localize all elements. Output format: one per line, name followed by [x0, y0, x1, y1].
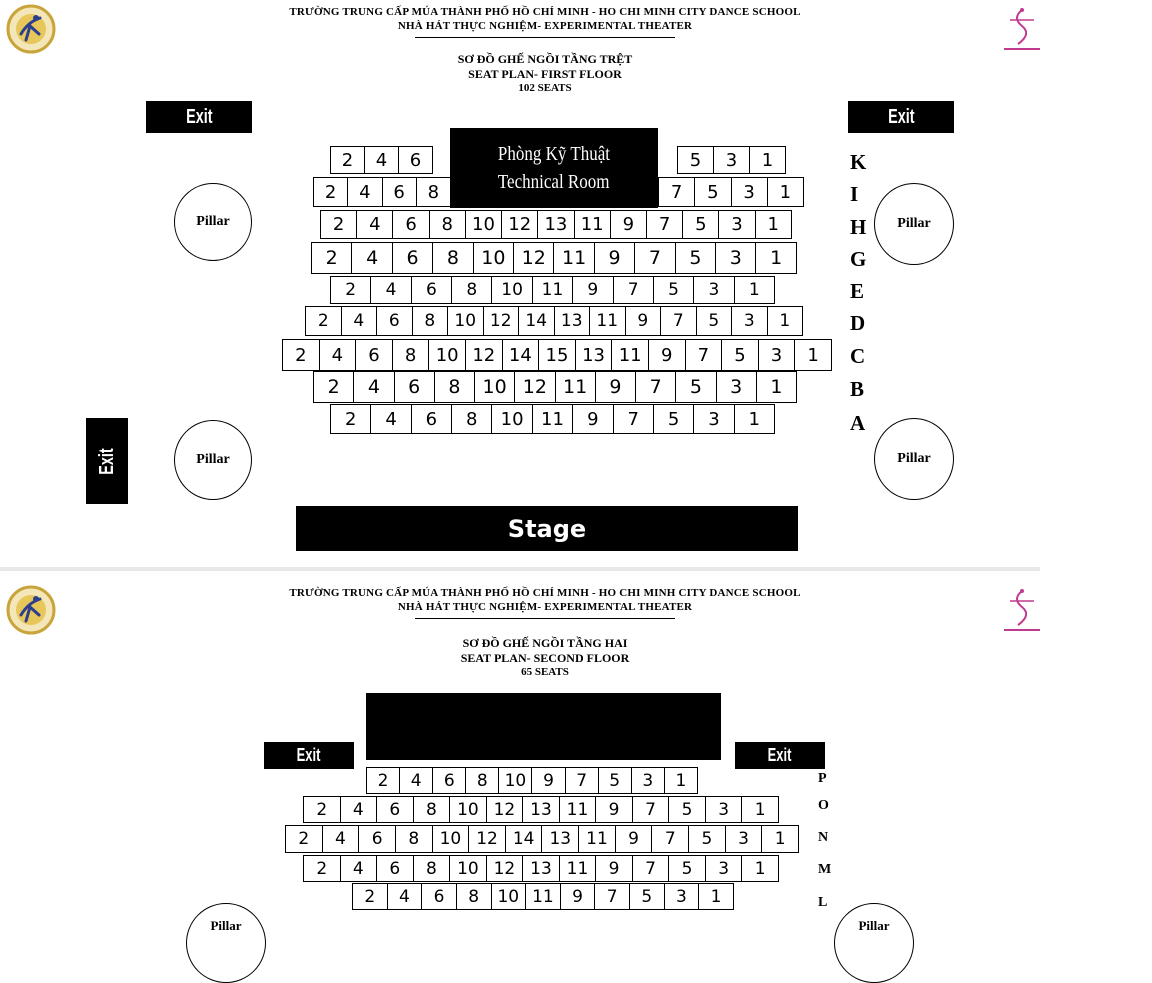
seat[interactable]: 8 [413, 796, 451, 823]
seat[interactable]: 7 [613, 404, 654, 434]
seat[interactable]: 13 [541, 825, 579, 853]
seat[interactable]: 4 [319, 339, 357, 371]
seat[interactable]: 3 [731, 306, 768, 336]
row-label: O [818, 798, 829, 813]
seat[interactable]: 9 [595, 855, 633, 882]
seat[interactable]: 8 [416, 177, 451, 207]
seat[interactable]: 13 [537, 210, 574, 239]
seat[interactable]: 6 [392, 242, 433, 274]
seat[interactable]: 12 [501, 210, 538, 239]
seat[interactable]: 5 [688, 825, 726, 853]
row-label: N [818, 830, 829, 845]
floor1-header [200, 6, 890, 41]
seat[interactable]: 7 [635, 371, 676, 403]
seat[interactable]: 5 [598, 767, 632, 794]
seat[interactable]: 8 [413, 855, 451, 882]
pillar-bottom-right: Pillar [834, 903, 914, 983]
seat[interactable]: 2 [285, 825, 323, 853]
row-g [311, 242, 797, 274]
seat[interactable]: 4 [340, 855, 378, 882]
pillar-top-left: Pillar [174, 183, 252, 261]
stage [296, 506, 798, 551]
row-o [303, 796, 779, 823]
seat[interactable]: 10 [447, 306, 484, 336]
seat[interactable]: 1 [741, 855, 779, 882]
seat[interactable]: 5 [677, 146, 714, 174]
seat[interactable]: 9 [615, 825, 653, 853]
exit-label: Exit [297, 745, 321, 765]
seat[interactable]: 4 [322, 825, 360, 853]
seat[interactable]: 11 [532, 276, 573, 304]
seat[interactable]: 2 [313, 177, 348, 207]
seat[interactable]: 11 [559, 855, 597, 882]
seat[interactable]: 9 [560, 883, 596, 910]
header-rule [415, 37, 675, 38]
row-label: G [850, 247, 867, 271]
seat[interactable]: 1 [741, 796, 779, 823]
theater-logo-icon [1000, 585, 1044, 635]
seat[interactable]: 6 [392, 210, 429, 239]
seat[interactable]: 13 [522, 855, 560, 882]
seat[interactable]: 4 [351, 242, 392, 274]
stage-label: Stage [507, 514, 587, 543]
row-label: E [850, 279, 865, 303]
seat[interactable]: 6 [376, 796, 414, 823]
seat[interactable]: 4 [370, 276, 411, 304]
pillar-bottom-left: Pillar [174, 420, 252, 500]
seat[interactable]: 9 [572, 276, 613, 304]
seat[interactable]: 4 [347, 177, 382, 207]
seat[interactable]: 12 [514, 371, 555, 403]
seat[interactable]: 12 [486, 796, 524, 823]
seat[interactable]: 3 [693, 276, 734, 304]
seat[interactable]: 10 [428, 339, 466, 371]
seat[interactable]: 4 [370, 404, 411, 434]
seat[interactable]: 9 [625, 306, 662, 336]
theater-name: NHÀ HÁT THỰC NGHIỆM- EXPERIMENTAL THEATER [397, 600, 693, 613]
seat[interactable]: 10 [491, 276, 532, 304]
seat[interactable]: 8 [432, 242, 473, 274]
seat[interactable]: 4 [341, 306, 378, 336]
seat[interactable]: 5 [653, 276, 694, 304]
row-i-left [313, 177, 451, 207]
row-k-left [330, 146, 433, 174]
seat[interactable]: 10 [491, 883, 527, 910]
seat[interactable]: 8 [451, 404, 492, 434]
seat-count: 102 SEATS [518, 82, 572, 94]
exit-label: Exit [887, 105, 915, 128]
exit-right [735, 742, 825, 769]
floor1-title [345, 52, 745, 96]
seat[interactable]: 4 [399, 767, 433, 794]
seat[interactable]: 5 [696, 306, 733, 336]
seat[interactable]: 6 [376, 855, 414, 882]
exit-label: Exit [768, 745, 792, 765]
seat[interactable]: 2 [303, 855, 341, 882]
seat[interactable]: 1 [749, 146, 786, 174]
seat[interactable]: 3 [705, 855, 743, 882]
balcony-block [366, 693, 721, 760]
title-vi: SƠ ĐỒ GHẾ NGỒI TẦNG TRỆT [457, 52, 633, 66]
seat[interactable]: 2 [282, 339, 320, 371]
seat[interactable]: 5 [653, 404, 694, 434]
seat[interactable]: 14 [518, 306, 555, 336]
seat[interactable]: 7 [632, 855, 670, 882]
technical-room [450, 128, 658, 208]
row-e [330, 276, 775, 304]
seat[interactable]: 9 [531, 767, 565, 794]
seat[interactable]: 2 [330, 404, 371, 434]
row-label: K [850, 150, 867, 174]
title-en: SEAT PLAN- FIRST FLOOR [468, 67, 622, 81]
pillar-bottom-left: Pillar [186, 903, 266, 983]
seat[interactable]: 3 [693, 404, 734, 434]
seat[interactable]: 1 [794, 339, 832, 371]
seat[interactable]: 3 [731, 177, 768, 207]
seat[interactable]: 4 [356, 210, 393, 239]
seat[interactable]: 9 [610, 210, 647, 239]
seat[interactable]: 2 [311, 242, 352, 274]
seat[interactable]: 9 [595, 371, 636, 403]
seat[interactable]: 2 [303, 796, 341, 823]
seat[interactable]: 1 [755, 210, 792, 239]
exit-left [264, 742, 354, 769]
seat[interactable]: 8 [465, 767, 499, 794]
dance-school-logo-icon [6, 585, 56, 635]
seat[interactable]: 14 [502, 339, 540, 371]
seat[interactable]: 5 [675, 242, 716, 274]
seat[interactable]: 7 [634, 242, 675, 274]
seat[interactable]: 6 [398, 146, 433, 174]
row-label: P [818, 771, 827, 786]
seat[interactable]: 10 [498, 767, 532, 794]
row-label: I [850, 182, 859, 206]
seat[interactable]: 8 [395, 825, 433, 853]
row-label: B [850, 377, 865, 401]
seat-count: 65 SEATS [521, 666, 569, 678]
row-a [330, 404, 775, 434]
seat[interactable]: 13 [554, 306, 591, 336]
page-divider [0, 567, 1040, 571]
seat[interactable]: 13 [575, 339, 613, 371]
title-vi: SƠ ĐỒ GHẾ NGỒI TẦNG HAI [462, 636, 628, 650]
row-n [285, 825, 799, 853]
seat[interactable]: 6 [394, 371, 435, 403]
seat[interactable]: 12 [513, 242, 554, 274]
seat[interactable]: 10 [465, 210, 502, 239]
seat[interactable]: 7 [660, 306, 697, 336]
seat[interactable]: 6 [411, 404, 452, 434]
seat[interactable]: 1 [734, 276, 775, 304]
pillar-top-right: Pillar [874, 183, 954, 265]
floor2-title [345, 636, 745, 680]
seat[interactable]: 11 [555, 371, 596, 403]
seat[interactable]: 10 [432, 825, 470, 853]
seat[interactable]: 4 [387, 883, 423, 910]
seat[interactable]: 11 [611, 339, 649, 371]
seat[interactable]: 9 [648, 339, 686, 371]
exit-label: Exit [185, 105, 213, 128]
seat[interactable]: 2 [313, 371, 354, 403]
seat[interactable]: 9 [595, 796, 633, 823]
seat[interactable]: 14 [505, 825, 543, 853]
seat[interactable]: 1 [767, 306, 804, 336]
seat[interactable]: 9 [594, 242, 635, 274]
seat[interactable]: 5 [675, 371, 716, 403]
row-b [313, 371, 797, 403]
seat[interactable]: 3 [718, 210, 755, 239]
seat[interactable]: 2 [320, 210, 357, 239]
seat[interactable]: 1 [734, 404, 775, 434]
school-name: TRƯỜNG TRUNG CẤP MÚA THÀNH PHỐ HỒ CHÍ MINH - HO CHI MINH CITY DANCE SCHOOL [289, 587, 801, 599]
seat[interactable]: 5 [682, 210, 719, 239]
seat[interactable]: 5 [629, 883, 665, 910]
seat[interactable]: 1 [761, 825, 799, 853]
seat[interactable]: 6 [411, 276, 452, 304]
seat[interactable]: 1 [756, 371, 797, 403]
seat[interactable]: 5 [668, 855, 706, 882]
seat[interactable]: 7 [658, 177, 695, 207]
seat[interactable]: 3 [705, 796, 743, 823]
pillar-bottom-right: Pillar [874, 418, 954, 500]
seat[interactable]: 8 [392, 339, 430, 371]
seat[interactable]: 8 [429, 210, 466, 239]
seat[interactable]: 7 [685, 339, 723, 371]
row-m [303, 855, 779, 882]
technical-room-vi: Phòng Kỹ Thuật [497, 143, 611, 165]
seat[interactable]: 6 [376, 306, 413, 336]
seat[interactable]: 3 [725, 825, 763, 853]
seat[interactable]: 2 [352, 883, 388, 910]
seat[interactable]: 12 [483, 306, 520, 336]
seat[interactable]: 7 [594, 883, 630, 910]
seat[interactable]: 11 [574, 210, 611, 239]
seat[interactable]: 10 [491, 404, 532, 434]
seat[interactable]: 1 [664, 767, 698, 794]
seat[interactable]: 12 [468, 825, 506, 853]
row-label: L [818, 895, 828, 910]
seat[interactable]: 6 [432, 767, 466, 794]
seat[interactable]: 6 [355, 339, 393, 371]
row-label: H [850, 215, 867, 239]
row-c [282, 339, 832, 371]
exit-label: Exit [95, 447, 118, 475]
theater-logo-icon [1000, 4, 1044, 54]
seat[interactable]: 4 [353, 371, 394, 403]
seat[interactable]: 11 [553, 242, 594, 274]
seat[interactable]: 2 [305, 306, 342, 336]
seat[interactable]: 7 [613, 276, 654, 304]
seat[interactable]: 10 [474, 371, 515, 403]
seat[interactable]: 2 [366, 767, 400, 794]
row-l [352, 883, 734, 910]
seat[interactable]: 5 [668, 796, 706, 823]
seat[interactable]: 10 [449, 855, 487, 882]
seat[interactable]: 4 [340, 796, 378, 823]
technical-room-en: Technical Room [498, 171, 610, 193]
seat[interactable]: 1 [698, 883, 734, 910]
seat[interactable]: 1 [755, 242, 796, 274]
theater-name: NHÀ HÁT THỰC NGHIỆM- EXPERIMENTAL THEATER [397, 19, 693, 32]
seat[interactable]: 7 [565, 767, 599, 794]
seat[interactable]: 7 [632, 796, 670, 823]
seat[interactable]: 2 [330, 146, 365, 174]
seat[interactable]: 4 [364, 146, 399, 174]
row-h [320, 210, 792, 239]
exit-side-left [86, 418, 128, 504]
exit-top-right [848, 101, 954, 133]
seat[interactable]: 3 [631, 767, 665, 794]
seat[interactable]: 13 [522, 796, 560, 823]
row-k-right [677, 146, 786, 174]
row-label: A [850, 411, 866, 435]
exit-top-left [146, 101, 252, 133]
seat[interactable]: 5 [694, 177, 731, 207]
seat[interactable]: 9 [572, 404, 613, 434]
row-label: C [850, 344, 866, 368]
seat[interactable]: 11 [532, 404, 573, 434]
row-d [305, 306, 803, 336]
seat[interactable]: 11 [525, 883, 561, 910]
seat[interactable]: 8 [434, 371, 475, 403]
seat[interactable]: 6 [382, 177, 417, 207]
seat[interactable]: 8 [456, 883, 492, 910]
row-i-right [658, 177, 804, 207]
seat[interactable]: 11 [589, 306, 626, 336]
seat[interactable]: 15 [538, 339, 576, 371]
seat[interactable]: 11 [578, 825, 616, 853]
school-name: TRƯỜNG TRUNG CẤP MÚA THÀNH PHỐ HỒ CHÍ MINH - HO CHI MINH CITY DANCE SCHOOL [289, 6, 801, 18]
seat[interactable]: 12 [486, 855, 524, 882]
seat[interactable]: 12 [465, 339, 503, 371]
header-rule [415, 618, 675, 619]
seat[interactable]: 3 [716, 371, 757, 403]
seat[interactable]: 3 [758, 339, 796, 371]
seat[interactable]: 7 [651, 825, 689, 853]
row-p [366, 767, 698, 794]
seat[interactable]: 2 [330, 276, 371, 304]
seat[interactable]: 8 [451, 276, 492, 304]
seat[interactable]: 10 [473, 242, 514, 274]
seat[interactable]: 1 [767, 177, 804, 207]
seat[interactable]: 3 [664, 883, 700, 910]
seat[interactable]: 6 [358, 825, 396, 853]
seat[interactable]: 5 [721, 339, 759, 371]
seat[interactable]: 3 [713, 146, 750, 174]
seat[interactable]: 10 [449, 796, 487, 823]
seat[interactable]: 8 [412, 306, 449, 336]
floor2-header [200, 587, 890, 622]
seat[interactable]: 7 [646, 210, 683, 239]
seat[interactable]: 11 [559, 796, 597, 823]
title-en: SEAT PLAN- SECOND FLOOR [460, 651, 630, 665]
dance-school-logo-icon [6, 4, 56, 54]
row-label: M [818, 862, 832, 877]
row-label: D [850, 311, 866, 335]
seat[interactable]: 3 [715, 242, 756, 274]
seat[interactable]: 6 [421, 883, 457, 910]
